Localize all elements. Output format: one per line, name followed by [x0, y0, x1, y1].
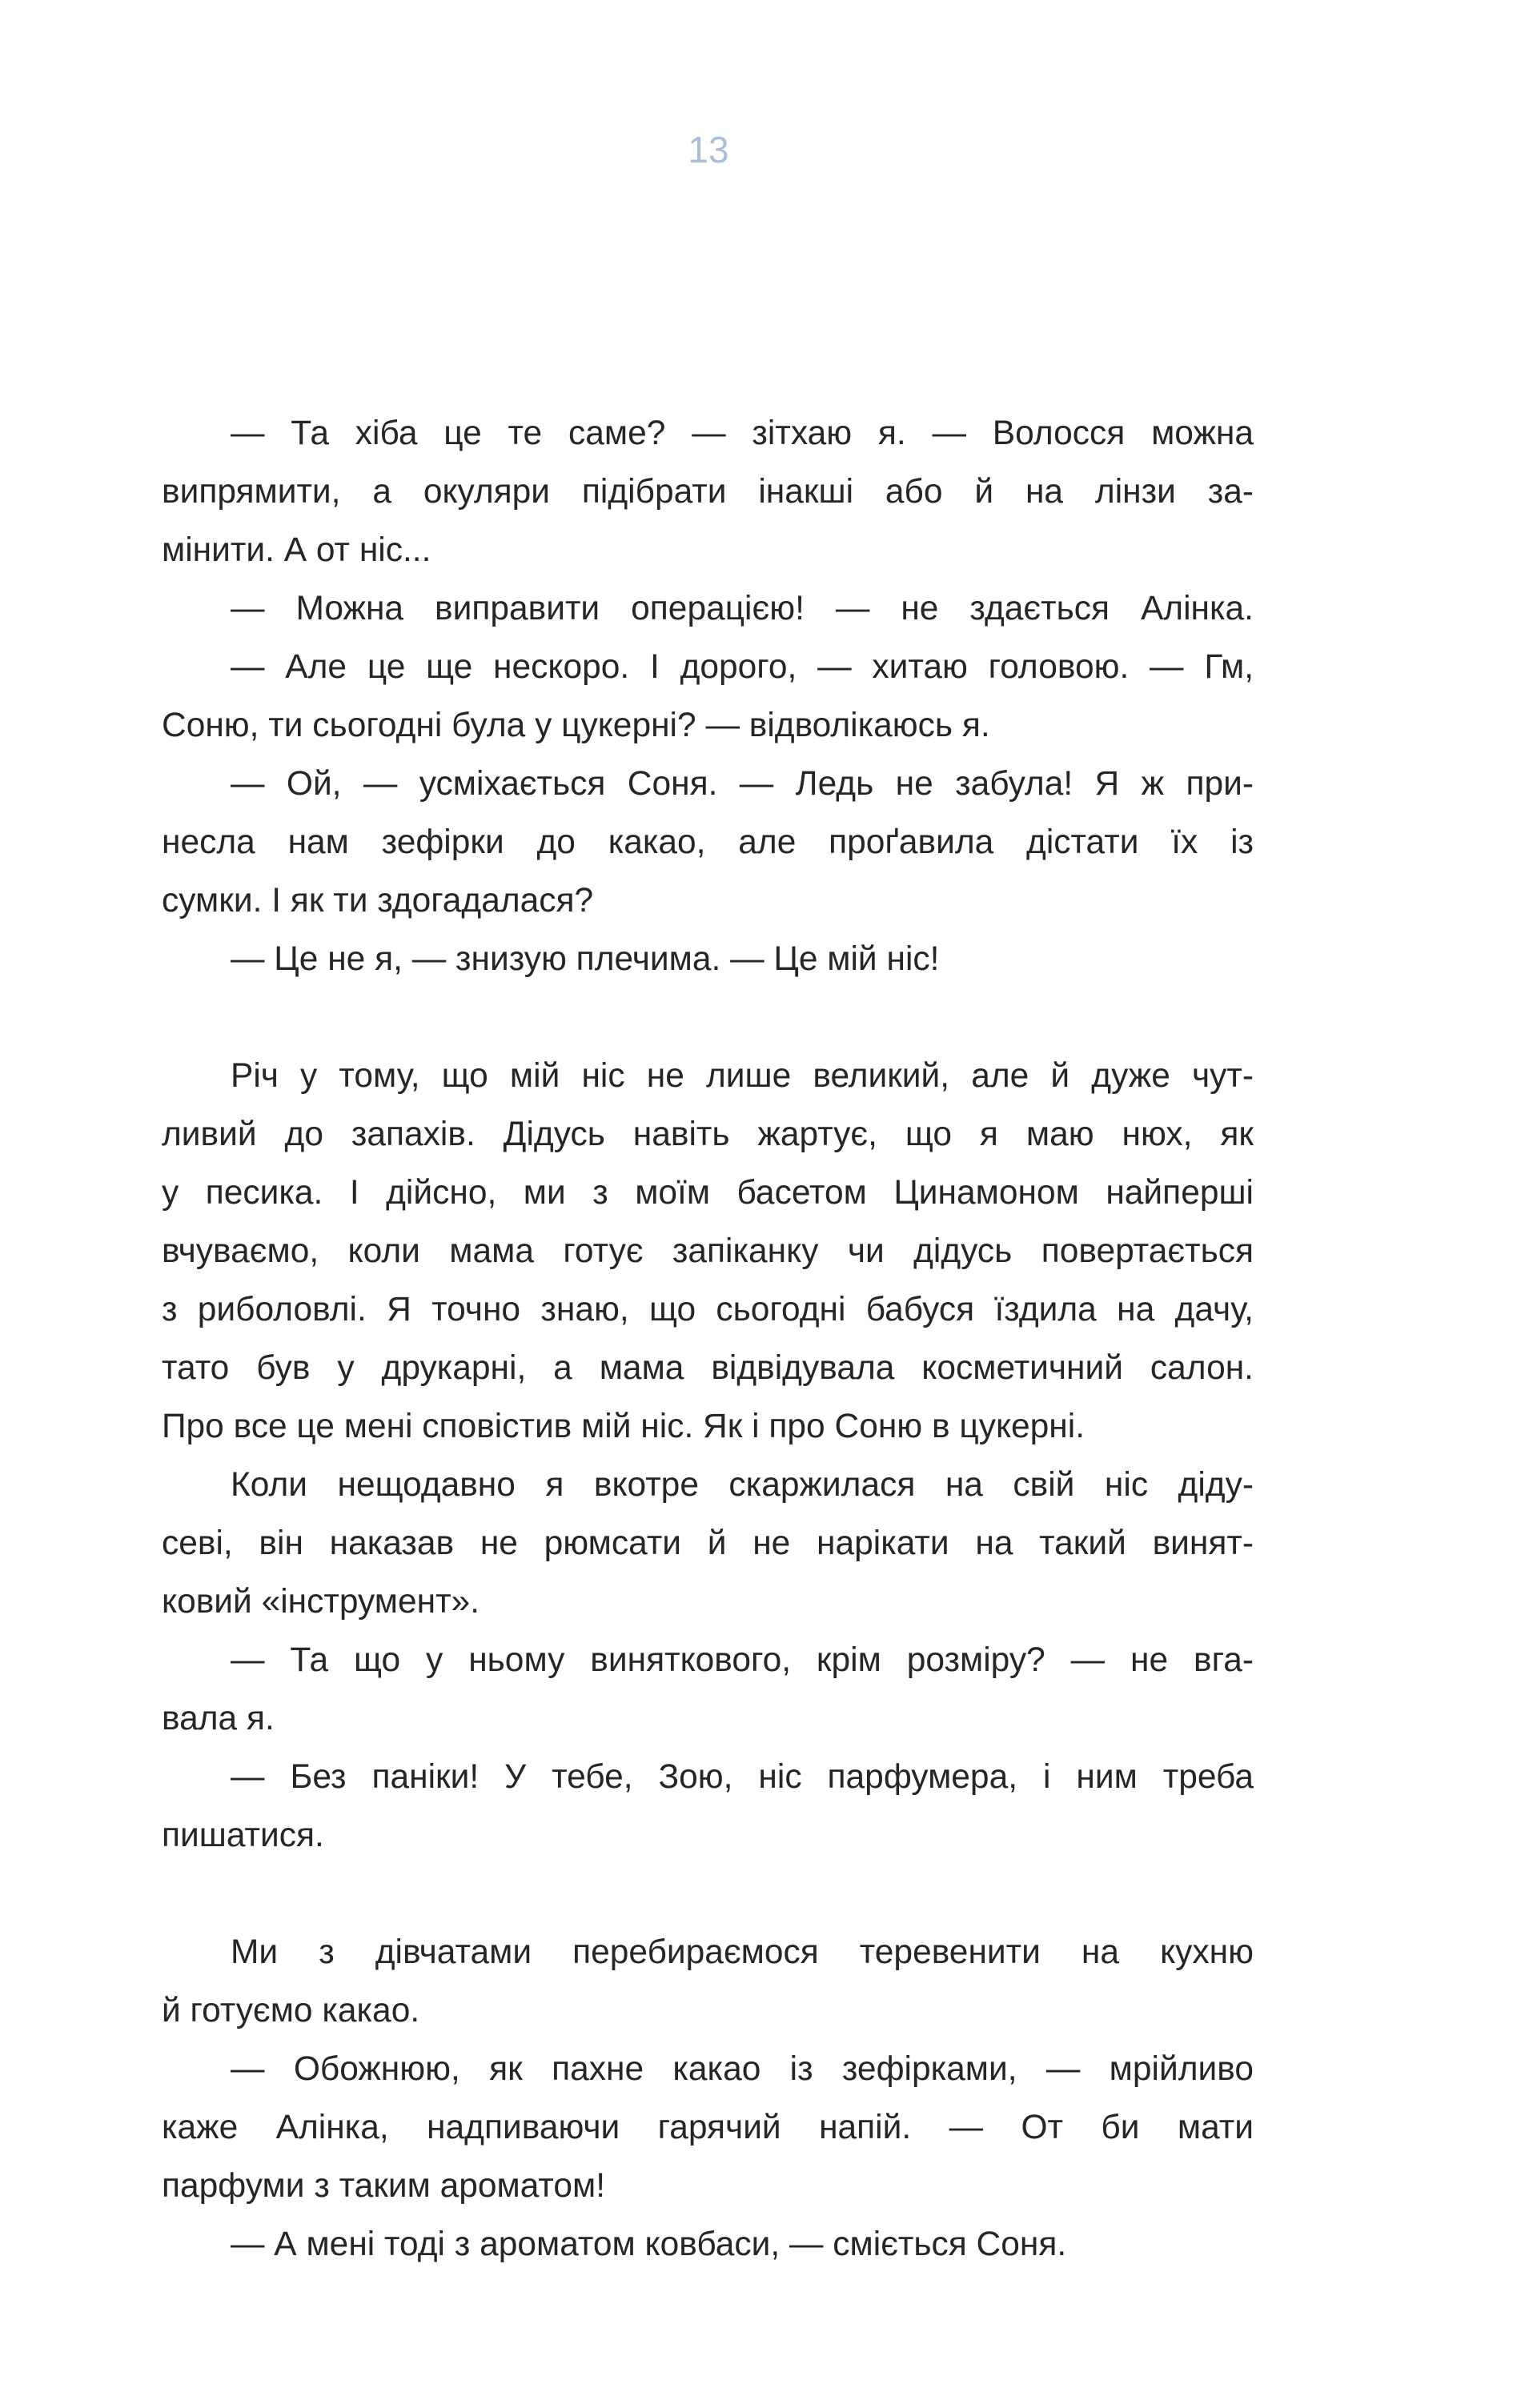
text-line: — Але це ще нескоро. І дорого, — хитаю головою. — Гм,: [231, 648, 1254, 686]
text-line: випрямити, а окуляри підібрати інакші або й на лінзи за-: [162, 473, 1254, 511]
text-line: — Ой, — усміхається Соня. — Ледь не забула! Я ж при-: [231, 765, 1254, 803]
text-line: — Це не я, — знизую плечима. — Це мій ніс!: [231, 940, 940, 978]
text-line: вчуваємо, коли мама готує запіканку чи дідусь повертається: [162, 1232, 1254, 1270]
text-line: Про все це мені сповістив мій ніс. Як і про Соню в цукерні.: [162, 1408, 1086, 1445]
text-line: Ми з дівчатами перебираємося теревенити на кухню: [231, 1933, 1254, 1971]
text-line: вала я.: [162, 1700, 275, 1737]
text-line: тато був у друкарні, а мама відвідувала косметичний салон.: [162, 1349, 1254, 1387]
body-text: [162, 404, 1254, 2274]
paragraph: [162, 404, 1254, 579]
paragraph: [162, 2215, 1254, 2274]
paragraph: [162, 1923, 1254, 2040]
paragraph: [162, 1748, 1254, 1865]
paragraph: [162, 1047, 1254, 1456]
text-line: Коли нещодавно я вкотре скаржилася на свій ніс діду-: [231, 1466, 1254, 1504]
text-line: — Та що у ньому виняткового, крім розміру? — не вга-: [231, 1641, 1254, 1679]
paragraph: [162, 638, 1254, 755]
text-line: ковий «інструмент».: [162, 1583, 480, 1621]
paragraph: [162, 755, 1254, 930]
text-line: парфуми з таким ароматом!: [162, 2167, 606, 2205]
text-line: — Можна виправити операцією! — не здається Алінка.: [231, 590, 1254, 627]
text-line: Соню, ти сьогодні була у цукерні? — відволікаюсь я.: [162, 707, 990, 744]
text-line: — А мені тоді з ароматом ковбаси, — сміється Соня.: [231, 2226, 1067, 2263]
paragraph: [162, 2040, 1254, 2215]
paragraph: [162, 930, 1254, 988]
text-line: сумки. І як ти здогадалася?: [162, 882, 594, 920]
text-line: — Та хіба це те саме? — зітхаю я. — Волосся можна: [231, 415, 1254, 452]
text-line: — Обожнюю, як пахне какао із зефірками, — мрійливо: [231, 2050, 1254, 2088]
page-number: 13: [688, 129, 729, 170]
section-break: [162, 1865, 1254, 1923]
section-break: [162, 988, 1254, 1047]
text-line: й готуємо какао.: [162, 1992, 420, 2029]
text-line: пишатися.: [162, 1817, 324, 1854]
text-line: з риболовлі. Я точно знаю, що сьогодні бабуся їздила на дачу,: [162, 1291, 1254, 1328]
text-line: севі, він наказав не рюмсати й не нарікати на такий винят-: [162, 1525, 1254, 1562]
text-line: мінити. А от ніс...: [162, 531, 431, 569]
text-line: — Без паніки! У тебе, Зою, ніс парфумера, і ним треба: [231, 1758, 1254, 1796]
text-line: несла нам зефірки до какао, але проґавила дістати їх із: [162, 823, 1254, 861]
text-line: Річ у тому, що мій ніс не лише великий, але й дуже чут-: [231, 1057, 1254, 1095]
text-line: ливий до запахів. Дідусь навіть жартує, що я маю нюх, як: [162, 1116, 1254, 1153]
paragraph: [162, 579, 1254, 638]
paragraph: [162, 1456, 1254, 1631]
text-line: каже Алінка, надпиваючи гарячий напій. — От би мати: [162, 2109, 1254, 2146]
paragraph: [162, 1631, 1254, 1748]
text-line: у песика. І дійсно, ми з моїм басетом Цинамоном найперші: [162, 1174, 1254, 1212]
